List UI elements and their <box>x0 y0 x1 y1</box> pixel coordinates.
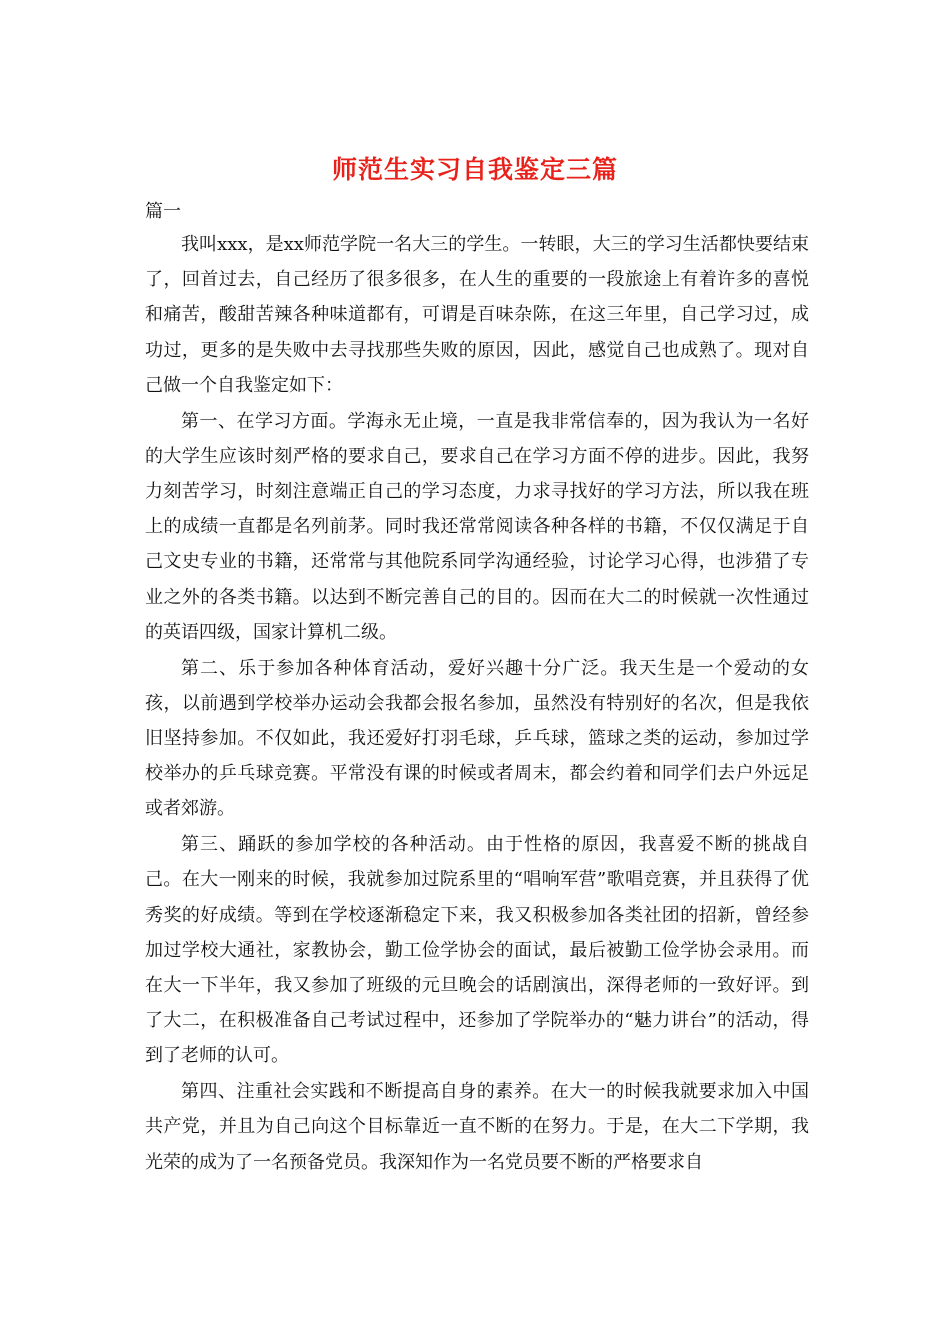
paragraph-social-practice: 第四、注重社会实践和不断提高自身的素养。在大一的时候我就要求加入中国共产党，并且为自己向这个目标靠近一直不断的在努力。于是，在大二下学期，我光荣的成为了一名预备党员。我深知作为一名党员要不断的严格要求自 <box>145 1081 809 1173</box>
paragraph-activities: 第三、踊跃的参加学校的各种活动。由于性格的原因，我喜爱不断的挑战自己。在大一刚来的时候，我就参加过院系里的“唱响军营”歌唱竞赛，并且获得了优秀奖的好成绩。等到在学校逐渐稳定下来，我又积极参加各类社团的招新，曾经参加过学校大通社，家教协会，勤工俭学协会的面试，最后被勤工俭学协会录用。而在大一下半年，我又参加了班级的元旦晚会的话剧演出，深得老师的一致好评。到了大二，在积极准备自己考试过程中，还参加了学院举办的“魅力讲台”的活动，得到了老师的认可。 <box>145 834 809 1067</box>
document-body <box>145 227 809 1180</box>
section-heading: 篇一 <box>145 201 181 222</box>
paragraph-sports: 第二、乐于参加各种体育活动，爱好兴趣十分广泛。我天生是一个爱动的女孩，以前遇到学校举办运动会我都会报名参加，虽然没有特别好的名次，但是我依旧坚持参加。不仅如此，我还爱好打羽毛球，乒乓球，篮球之类的运动，参加过学校举办的乒乓球竞赛。平常没有课的时候或者周末，都会约着和同学们去户外远足或者郊游。 <box>145 657 809 820</box>
paragraph-intro: 我叫xxx，是xx师范学院一名大三的学生。一转眼，大三的学习生活都快要结束了，回首过去，自己经历了很多很多，在人生的重要的一段旅途上有着许多的喜悦和痛苦，酸甜苦辣各种味道都有，可谓是百味杂陈，在这三年里，自己学习过，成功过，更多的是失败中去寻找那些失败的原因，因此，感觉自己也成熟了。现对自己做一个自我鉴定如下： <box>145 234 809 396</box>
document-title: 师范生实习自我鉴定三篇 <box>331 155 618 184</box>
paragraph-study: 第一、在学习方面。学海永无止境，一直是我非常信奉的，因为我认为一名好的大学生应该时刻严格的要求自己，要求自己在学习方面不停的进步。因此，我努力刻苦学习，时刻注意端正自己的学习态度，力求寻找好的学习方法，所以我在班上的成绩一直都是名列前茅。同时我还常常阅读各种各样的书籍，不仅仅满足于自己文史专业的书籍，还常常与其他院系同学沟通经验，讨论学习心得，也涉猎了专业之外的各类书籍。以达到不断完善自己的目的。因而在大二的时候就一次性通过的英语四级，国家计算机二级。 <box>145 410 809 643</box>
